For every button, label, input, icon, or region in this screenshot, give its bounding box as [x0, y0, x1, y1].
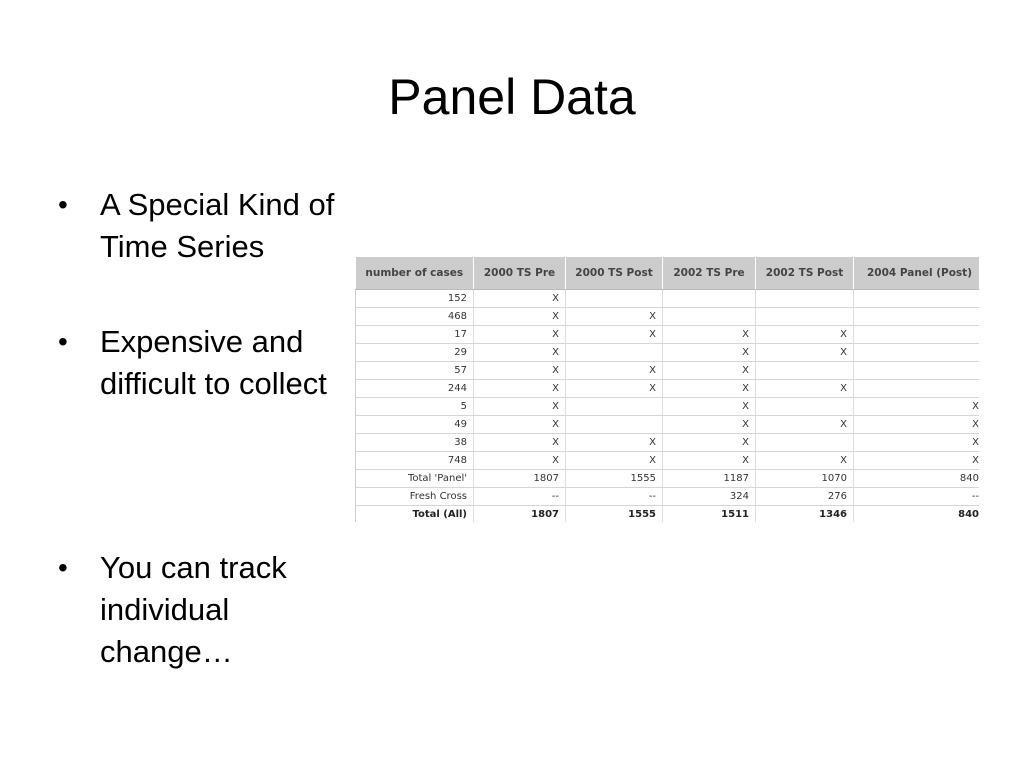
column-header: 2004 Panel (Post) [854, 257, 980, 290]
table-cell: X [663, 380, 756, 398]
table-cell: X [663, 416, 756, 434]
table-cell [663, 308, 756, 326]
table-row [356, 416, 980, 434]
table-cell: 1555 [566, 506, 663, 523]
table-cell: X [566, 362, 663, 380]
table-cell: X [854, 452, 980, 470]
table-cell [566, 344, 663, 362]
table-cell [756, 308, 854, 326]
table-cell: X [756, 326, 854, 344]
table-cell [566, 290, 663, 308]
row-label-cell: Total 'Panel' [356, 470, 474, 488]
table-cell: X [566, 326, 663, 344]
table-cell: 324 [663, 488, 756, 506]
table-row [356, 290, 980, 308]
table-cell: X [474, 398, 566, 416]
table-cell [854, 380, 980, 398]
table-cell: X [854, 416, 980, 434]
column-header: 2002 TS Pre [663, 257, 756, 290]
table-row [356, 344, 980, 362]
table-cell: -- [474, 488, 566, 506]
table-cell: X [854, 434, 980, 452]
row-label-cell: 38 [356, 434, 474, 452]
table-cell: X [474, 416, 566, 434]
table-cell: X [756, 380, 854, 398]
table-row [356, 488, 980, 506]
table-cell: X [756, 452, 854, 470]
table-cell: X [474, 380, 566, 398]
bullet-marker: • [58, 552, 68, 583]
table-row [356, 452, 980, 470]
table-cell [854, 290, 980, 308]
table-row [356, 434, 980, 452]
table-cell: 1187 [663, 470, 756, 488]
table-row [356, 362, 980, 380]
table-cell [854, 344, 980, 362]
table-cell: -- [566, 488, 663, 506]
table-cell [854, 362, 980, 380]
bullet-marker: • [58, 326, 68, 357]
table-cell: X [474, 308, 566, 326]
table-cell [663, 290, 756, 308]
bullet-text: Expensive and difficult to collect [100, 324, 327, 401]
table-cell: X [756, 344, 854, 362]
table-row [356, 326, 980, 344]
column-header: 2000 TS Post [566, 257, 663, 290]
table-cell: X [566, 452, 663, 470]
table-cell: X [566, 308, 663, 326]
table-row [356, 470, 980, 488]
table-cell: X [474, 434, 566, 452]
table-cell [756, 434, 854, 452]
table-cell: 276 [756, 488, 854, 506]
bullet-marker: • [58, 189, 68, 220]
table-cell [854, 326, 980, 344]
row-label-cell: 29 [356, 344, 474, 362]
table-cell [566, 398, 663, 416]
table-cell: X [474, 452, 566, 470]
table-cell: 1807 [474, 506, 566, 523]
bullet-item [58, 547, 338, 673]
table-cell: X [663, 344, 756, 362]
table-row [356, 308, 980, 326]
table-cell: X [663, 434, 756, 452]
table-cell: X [474, 344, 566, 362]
column-header: 2002 TS Post [756, 257, 854, 290]
row-label-cell: 5 [356, 398, 474, 416]
table-cell: X [854, 398, 980, 416]
table-cell: 840 [854, 506, 980, 523]
table-cell: X [474, 326, 566, 344]
table-cell: X [474, 290, 566, 308]
table-cell: -- [854, 488, 980, 506]
table-cell: X [663, 398, 756, 416]
table-cell: X [756, 416, 854, 434]
table-cell [566, 416, 663, 434]
table-cell: 1511 [663, 506, 756, 523]
table-cell: X [566, 434, 663, 452]
table-cell: X [566, 380, 663, 398]
table-cell: 1807 [474, 470, 566, 488]
table-cell [756, 398, 854, 416]
row-label-cell: Fresh Cross [356, 488, 474, 506]
table-cell: X [663, 326, 756, 344]
table-body [356, 290, 980, 523]
table-cell: 1346 [756, 506, 854, 523]
table-cell: X [474, 362, 566, 380]
row-label-cell: Total (All) [356, 506, 474, 523]
bullet-item [58, 321, 338, 405]
slide-title: Panel Data [388, 69, 636, 125]
table-cell: 1555 [566, 470, 663, 488]
column-header: number of cases [356, 257, 474, 290]
table-cell [756, 362, 854, 380]
row-label-cell: 152 [356, 290, 474, 308]
row-label-cell: 57 [356, 362, 474, 380]
table-cell: 840 [854, 470, 980, 488]
panel-data-table [355, 257, 979, 522]
row-label-cell: 17 [356, 326, 474, 344]
bullet-item [58, 184, 338, 268]
table-cell: X [663, 452, 756, 470]
row-label-cell: 244 [356, 380, 474, 398]
table-row [356, 506, 980, 523]
table-row [356, 398, 980, 416]
table-cell: X [663, 362, 756, 380]
table-cell [854, 308, 980, 326]
table-row [356, 380, 980, 398]
table-header-row [356, 257, 980, 290]
column-header: 2000 TS Pre [474, 257, 566, 290]
row-label-cell: 468 [356, 308, 474, 326]
panel-table-image [355, 257, 979, 522]
table-cell [756, 290, 854, 308]
row-label-cell: 748 [356, 452, 474, 470]
bullet-text: You can track individual change… [100, 550, 287, 669]
table-cell: 1070 [756, 470, 854, 488]
row-label-cell: 49 [356, 416, 474, 434]
bullet-text: A Special Kind of Time Series [100, 187, 335, 264]
